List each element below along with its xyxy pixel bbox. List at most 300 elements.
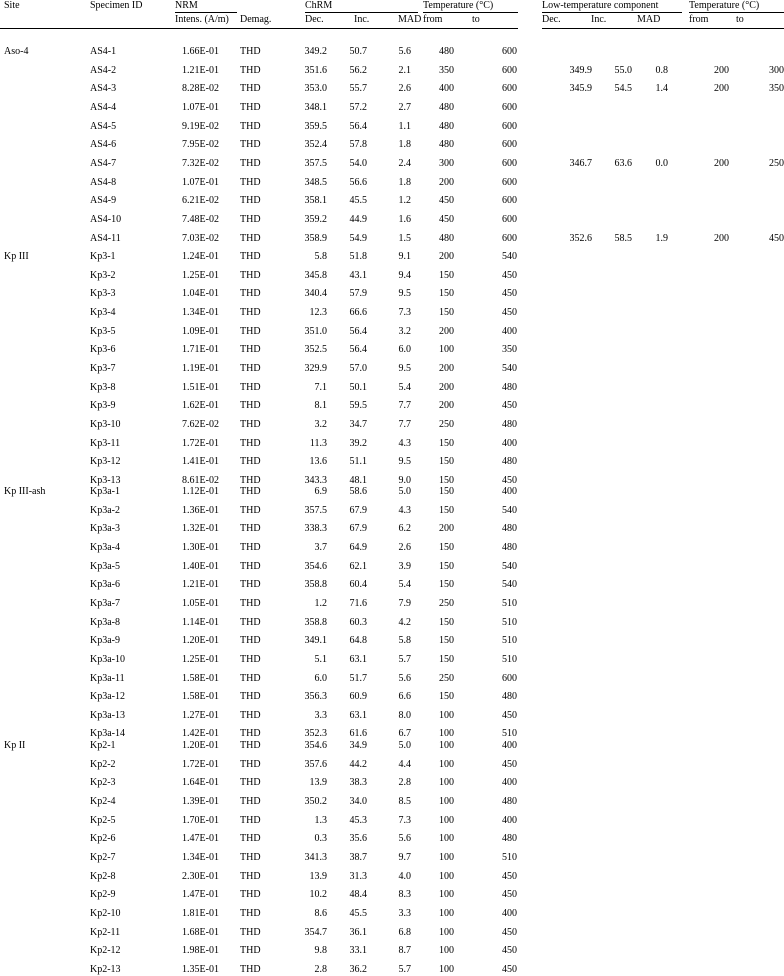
cell-intens: 1.32E-01 <box>182 523 219 534</box>
cell-demag: THD <box>240 579 261 590</box>
cell-to: 480 <box>502 796 517 807</box>
specimen-id: AS4-6 <box>90 139 117 150</box>
cell-dec: 8.1 <box>314 400 327 411</box>
header-specimen-id: Specimen ID <box>90 0 143 11</box>
cell-to: 480 <box>502 833 517 844</box>
cell-mad: 9.5 <box>398 363 411 374</box>
cell-dec: 8.6 <box>314 908 327 919</box>
cell-demag: THD <box>240 158 261 169</box>
cell-intens: 1.58E-01 <box>182 691 219 702</box>
cell-from: 200 <box>439 363 454 374</box>
cell-demag: THD <box>240 889 261 900</box>
low-cell-from: 200 <box>714 233 729 244</box>
cell-demag: THD <box>240 233 261 244</box>
cell-to: 600 <box>502 195 517 206</box>
cell-mad: 5.0 <box>398 486 411 497</box>
cell-demag: THD <box>240 759 261 770</box>
cell-from: 250 <box>439 598 454 609</box>
cell-dec: 13.9 <box>309 871 327 882</box>
header-low-temp-component: Low-temperature component <box>542 0 659 11</box>
cell-from: 150 <box>439 579 454 590</box>
cell-mad: 4.2 <box>398 617 411 628</box>
cell-from: 480 <box>439 121 454 132</box>
cell-inc: 34.9 <box>349 740 367 751</box>
specimen-id: Kp3-4 <box>90 307 116 318</box>
cell-intens: 1.51E-01 <box>182 382 219 393</box>
specimen-id: Kp2-2 <box>90 759 116 770</box>
cell-mad: 2.6 <box>398 83 411 94</box>
header-low-temp-to: to <box>736 14 744 25</box>
cell-mad: 2.4 <box>398 158 411 169</box>
cell-dec: 0.3 <box>314 833 327 844</box>
specimen-id: Kp3-3 <box>90 288 116 299</box>
cell-demag: THD <box>240 740 261 751</box>
cell-mad: 7.3 <box>398 815 411 826</box>
cell-from: 100 <box>439 777 454 788</box>
specimen-id: Kp3a-1 <box>90 486 120 497</box>
cell-dec: 348.1 <box>304 102 327 113</box>
cell-demag: THD <box>240 927 261 938</box>
low-cell-to: 300 <box>769 65 784 76</box>
cell-dec: 1.3 <box>314 815 327 826</box>
cell-to: 400 <box>502 326 517 337</box>
cell-from: 150 <box>439 307 454 318</box>
cell-demag: THD <box>240 139 261 150</box>
cell-demag: THD <box>240 400 261 411</box>
cell-inc: 62.1 <box>349 561 367 572</box>
cell-intens: 7.95E-02 <box>182 139 219 150</box>
cell-to: 450 <box>502 964 517 975</box>
cell-to: 600 <box>502 83 517 94</box>
cell-from: 100 <box>439 728 454 739</box>
cell-mad: 5.6 <box>398 673 411 684</box>
cell-inc: 64.8 <box>349 635 367 646</box>
cell-mad: 9.4 <box>398 270 411 281</box>
specimen-id: Kp3-12 <box>90 456 121 467</box>
cell-intens: 1.70E-01 <box>182 815 219 826</box>
cell-from: 100 <box>439 740 454 751</box>
cell-inc: 71.6 <box>349 598 367 609</box>
cell-inc: 33.1 <box>349 945 367 956</box>
specimen-id: Kp2-7 <box>90 852 116 863</box>
cell-to: 600 <box>502 121 517 132</box>
cell-intens: 1.39E-01 <box>182 796 219 807</box>
cell-demag: THD <box>240 46 261 57</box>
cell-mad: 9.7 <box>398 852 411 863</box>
site-name: Kp III-ash <box>4 486 46 497</box>
specimen-id: Kp3a-2 <box>90 505 120 516</box>
low-cell-from: 200 <box>714 83 729 94</box>
cell-dec: 340.4 <box>304 288 327 299</box>
cell-mad: 7.9 <box>398 598 411 609</box>
cell-dec: 11.3 <box>309 438 327 449</box>
cell-from: 150 <box>439 542 454 553</box>
cell-from: 150 <box>439 456 454 467</box>
cell-dec: 352.5 <box>304 344 327 355</box>
cell-demag: THD <box>240 382 261 393</box>
cell-demag: THD <box>240 65 261 76</box>
cell-intens: 1.35E-01 <box>182 964 219 975</box>
cell-intens: 6.21E-02 <box>182 195 219 206</box>
specimen-id: Kp3-2 <box>90 270 116 281</box>
cell-to: 450 <box>502 475 517 486</box>
cell-dec: 349.2 <box>304 46 327 57</box>
cell-inc: 34.0 <box>349 796 367 807</box>
cell-demag: THD <box>240 83 261 94</box>
cell-to: 480 <box>502 523 517 534</box>
cell-intens: 1.12E-01 <box>182 486 219 497</box>
cell-mad: 7.3 <box>398 307 411 318</box>
cell-dec: 345.8 <box>304 270 327 281</box>
specimen-id: Kp3a-5 <box>90 561 120 572</box>
cell-intens: 1.64E-01 <box>182 777 219 788</box>
cell-demag: THD <box>240 964 261 975</box>
cell-inc: 48.1 <box>349 475 367 486</box>
cell-from: 200 <box>439 251 454 262</box>
cell-mad: 8.3 <box>398 889 411 900</box>
cell-intens: 1.04E-01 <box>182 288 219 299</box>
specimen-id: AS4-10 <box>90 214 122 225</box>
cell-to: 450 <box>502 945 517 956</box>
cell-demag: THD <box>240 833 261 844</box>
cell-inc: 38.3 <box>349 777 367 788</box>
specimen-id: Kp2-6 <box>90 833 116 844</box>
specimen-id: Kp3a-13 <box>90 710 125 721</box>
specimen-id: Kp3-9 <box>90 400 116 411</box>
header-chrm-dec: Dec. <box>305 14 324 25</box>
cell-to: 600 <box>502 158 517 169</box>
low-cell-mad: 1.9 <box>655 233 668 244</box>
specimen-id: Kp2-12 <box>90 945 121 956</box>
cell-to: 600 <box>502 673 517 684</box>
cell-demag: THD <box>240 908 261 919</box>
temperature-underline <box>423 12 518 13</box>
header-bottom-rule <box>0 28 518 29</box>
cell-intens: 1.34E-01 <box>182 307 219 318</box>
specimen-id: Kp3a-14 <box>90 728 125 739</box>
cell-from: 450 <box>439 214 454 225</box>
header-low-mad: MAD <box>637 14 661 25</box>
cell-dec: 354.7 <box>304 927 327 938</box>
low-cell-inc: 63.6 <box>614 158 632 169</box>
cell-inc: 45.5 <box>349 195 367 206</box>
cell-dec: 354.6 <box>304 561 327 572</box>
cell-dec: 13.9 <box>309 777 327 788</box>
cell-from: 150 <box>439 617 454 628</box>
cell-inc: 44.2 <box>349 759 367 770</box>
cell-mad: 5.0 <box>398 740 411 751</box>
specimen-id: Kp3-7 <box>90 363 116 374</box>
cell-demag: THD <box>240 251 261 262</box>
cell-to: 450 <box>502 307 517 318</box>
cell-demag: THD <box>240 307 261 318</box>
specimen-id: AS4-3 <box>90 83 117 94</box>
cell-inc: 44.9 <box>349 214 367 225</box>
cell-mad: 6.6 <box>398 691 411 702</box>
cell-from: 150 <box>439 505 454 516</box>
cell-inc: 36.2 <box>349 964 367 975</box>
specimen-id: Kp2-3 <box>90 777 116 788</box>
cell-mad: 8.0 <box>398 710 411 721</box>
cell-intens: 7.62E-02 <box>182 419 219 430</box>
cell-demag: THD <box>240 288 261 299</box>
cell-mad: 4.0 <box>398 871 411 882</box>
cell-inc: 59.5 <box>349 400 367 411</box>
cell-to: 450 <box>502 759 517 770</box>
cell-from: 480 <box>439 233 454 244</box>
cell-demag: THD <box>240 673 261 684</box>
cell-inc: 35.6 <box>349 833 367 844</box>
cell-mad: 6.0 <box>398 344 411 355</box>
cell-mad: 1.6 <box>398 214 411 225</box>
cell-intens: 1.71E-01 <box>182 344 219 355</box>
cell-dec: 351.0 <box>304 326 327 337</box>
cell-from: 200 <box>439 326 454 337</box>
site-name: Kp II <box>4 740 26 751</box>
cell-from: 100 <box>439 833 454 844</box>
cell-from: 300 <box>439 158 454 169</box>
cell-intens: 1.25E-01 <box>182 270 219 281</box>
cell-demag: THD <box>240 505 261 516</box>
cell-mad: 5.7 <box>398 654 411 665</box>
cell-intens: 8.28E-02 <box>182 83 219 94</box>
specimen-id: Kp2-10 <box>90 908 121 919</box>
cell-demag: THD <box>240 728 261 739</box>
cell-from: 150 <box>439 438 454 449</box>
header-temp-to: to <box>472 14 480 25</box>
cell-to: 510 <box>502 728 517 739</box>
cell-intens: 1.98E-01 <box>182 945 219 956</box>
cell-demag: THD <box>240 815 261 826</box>
cell-intens: 1.07E-01 <box>182 177 219 188</box>
cell-demag: THD <box>240 598 261 609</box>
low-cell-to: 450 <box>769 233 784 244</box>
cell-demag: THD <box>240 871 261 882</box>
cell-from: 480 <box>439 102 454 113</box>
cell-dec: 358.1 <box>304 195 327 206</box>
specimen-id: Kp2-13 <box>90 964 121 975</box>
low-cell-inc: 55.0 <box>614 65 632 76</box>
specimen-id: Kp3a-10 <box>90 654 125 665</box>
cell-intens: 1.41E-01 <box>182 456 219 467</box>
cell-inc: 60.9 <box>349 691 367 702</box>
cell-mad: 4.3 <box>398 438 411 449</box>
cell-dec: 352.4 <box>304 139 327 150</box>
cell-demag: THD <box>240 635 261 646</box>
cell-inc: 56.6 <box>349 177 367 188</box>
cell-to: 600 <box>502 102 517 113</box>
cell-intens: 1.42E-01 <box>182 728 219 739</box>
cell-inc: 61.6 <box>349 728 367 739</box>
specimen-id: Kp2-1 <box>90 740 116 751</box>
cell-inc: 54.0 <box>349 158 367 169</box>
cell-demag: THD <box>240 456 261 467</box>
cell-dec: 6.9 <box>314 486 327 497</box>
cell-mad: 3.3 <box>398 908 411 919</box>
cell-intens: 2.30E-01 <box>182 871 219 882</box>
cell-inc: 57.8 <box>349 139 367 150</box>
cell-mad: 5.4 <box>398 382 411 393</box>
cell-to: 540 <box>502 505 517 516</box>
specimen-id: Kp3-6 <box>90 344 116 355</box>
cell-intens: 1.62E-01 <box>182 400 219 411</box>
header-chrm-inc: Inc. <box>354 14 370 25</box>
cell-intens: 1.47E-01 <box>182 833 219 844</box>
cell-from: 100 <box>439 852 454 863</box>
cell-mad: 1.5 <box>398 233 411 244</box>
cell-from: 100 <box>439 889 454 900</box>
cell-demag: THD <box>240 542 261 553</box>
cell-demag: THD <box>240 270 261 281</box>
cell-from: 150 <box>439 270 454 281</box>
cell-to: 540 <box>502 363 517 374</box>
cell-to: 510 <box>502 654 517 665</box>
header-nrm: NRM <box>175 0 198 11</box>
cell-demag: THD <box>240 177 261 188</box>
cell-dec: 357.6 <box>304 759 327 770</box>
cell-mad: 9.1 <box>398 251 411 262</box>
cell-intens: 1.27E-01 <box>182 710 219 721</box>
low-cell-dec: 352.6 <box>569 233 592 244</box>
cell-inc: 60.4 <box>349 579 367 590</box>
specimen-id: Kp3-10 <box>90 419 121 430</box>
cell-intens: 1.40E-01 <box>182 561 219 572</box>
cell-from: 450 <box>439 195 454 206</box>
header-intensity: Intens. (A/m) <box>175 14 229 25</box>
cell-intens: 1.58E-01 <box>182 673 219 684</box>
cell-to: 480 <box>502 542 517 553</box>
header-temp-from: from <box>423 14 443 25</box>
cell-mad: 6.8 <box>398 927 411 938</box>
header-site: Site <box>4 0 20 11</box>
cell-inc: 64.9 <box>349 542 367 553</box>
cell-from: 250 <box>439 419 454 430</box>
cell-intens: 1.19E-01 <box>182 363 219 374</box>
cell-inc: 45.5 <box>349 908 367 919</box>
site-name: Aso-4 <box>4 46 29 57</box>
header-demag: Demag. <box>240 14 272 25</box>
cell-intens: 1.20E-01 <box>182 740 219 751</box>
cell-from: 150 <box>439 654 454 665</box>
cell-to: 400 <box>502 815 517 826</box>
cell-to: 450 <box>502 710 517 721</box>
cell-dec: 7.1 <box>314 382 327 393</box>
cell-intens: 1.30E-01 <box>182 542 219 553</box>
cell-dec: 6.0 <box>314 673 327 684</box>
cell-demag: THD <box>240 195 261 206</box>
specimen-id: AS4-2 <box>90 65 117 76</box>
cell-demag: THD <box>240 710 261 721</box>
cell-dec: 359.2 <box>304 214 327 225</box>
cell-demag: THD <box>240 344 261 355</box>
nrm-underline <box>175 12 237 13</box>
specimen-id: Kp2-5 <box>90 815 116 826</box>
cell-to: 400 <box>502 486 517 497</box>
cell-inc: 51.7 <box>349 673 367 684</box>
cell-dec: 357.5 <box>304 158 327 169</box>
cell-to: 600 <box>502 233 517 244</box>
cell-dec: 354.6 <box>304 740 327 751</box>
low-component-underline <box>542 12 682 13</box>
specimen-id: AS4-7 <box>90 158 117 169</box>
specimen-id: AS4-4 <box>90 102 117 113</box>
cell-demag: THD <box>240 691 261 702</box>
cell-demag: THD <box>240 523 261 534</box>
cell-inc: 45.3 <box>349 815 367 826</box>
cell-mad: 5.6 <box>398 46 411 57</box>
cell-from: 200 <box>439 523 454 534</box>
cell-to: 600 <box>502 177 517 188</box>
low-cell-from: 200 <box>714 158 729 169</box>
cell-from: 200 <box>439 382 454 393</box>
cell-to: 540 <box>502 579 517 590</box>
cell-inc: 56.4 <box>349 326 367 337</box>
cell-inc: 48.4 <box>349 889 367 900</box>
cell-inc: 39.2 <box>349 438 367 449</box>
specimen-id: Kp3-11 <box>90 438 121 449</box>
cell-demag: THD <box>240 561 261 572</box>
cell-inc: 38.7 <box>349 852 367 863</box>
specimen-id: Kp3a-7 <box>90 598 120 609</box>
specimen-id: Kp2-11 <box>90 927 121 938</box>
cell-inc: 57.9 <box>349 288 367 299</box>
chrm-underline <box>305 12 418 13</box>
cell-inc: 66.6 <box>349 307 367 318</box>
cell-from: 150 <box>439 475 454 486</box>
cell-dec: 358.9 <box>304 233 327 244</box>
cell-dec: 5.8 <box>314 251 327 262</box>
cell-from: 100 <box>439 815 454 826</box>
cell-from: 100 <box>439 908 454 919</box>
cell-intens: 1.47E-01 <box>182 889 219 900</box>
cell-inc: 67.9 <box>349 523 367 534</box>
cell-from: 200 <box>439 400 454 411</box>
cell-intens: 1.21E-01 <box>182 65 219 76</box>
specimen-id: Kp2-8 <box>90 871 116 882</box>
cell-from: 100 <box>439 964 454 975</box>
cell-demag: THD <box>240 419 261 430</box>
cell-intens: 1.72E-01 <box>182 438 219 449</box>
cell-inc: 58.6 <box>349 486 367 497</box>
cell-dec: 13.6 <box>309 456 327 467</box>
cell-demag: THD <box>240 102 261 113</box>
cell-dec: 357.5 <box>304 505 327 516</box>
cell-to: 400 <box>502 777 517 788</box>
cell-to: 510 <box>502 852 517 863</box>
cell-intens: 1.68E-01 <box>182 927 219 938</box>
cell-from: 150 <box>439 561 454 572</box>
cell-mad: 1.8 <box>398 177 411 188</box>
cell-intens: 8.61E-02 <box>182 475 219 486</box>
cell-from: 480 <box>439 46 454 57</box>
cell-dec: 10.2 <box>309 889 327 900</box>
specimen-id: Kp3a-12 <box>90 691 125 702</box>
cell-demag: THD <box>240 796 261 807</box>
low-cell-mad: 0.0 <box>655 158 668 169</box>
cell-inc: 55.7 <box>349 83 367 94</box>
cell-demag: THD <box>240 486 261 497</box>
header-low-inc: Inc. <box>591 14 607 25</box>
specimen-id: AS4-8 <box>90 177 117 188</box>
cell-intens: 1.20E-01 <box>182 635 219 646</box>
cell-dec: 3.2 <box>314 419 327 430</box>
cell-demag: THD <box>240 214 261 225</box>
cell-dec: 350.2 <box>304 796 327 807</box>
cell-demag: THD <box>240 945 261 956</box>
header-temperature: Temperature (°C) <box>423 0 494 11</box>
cell-demag: THD <box>240 654 261 665</box>
cell-dec: 358.8 <box>304 617 327 628</box>
